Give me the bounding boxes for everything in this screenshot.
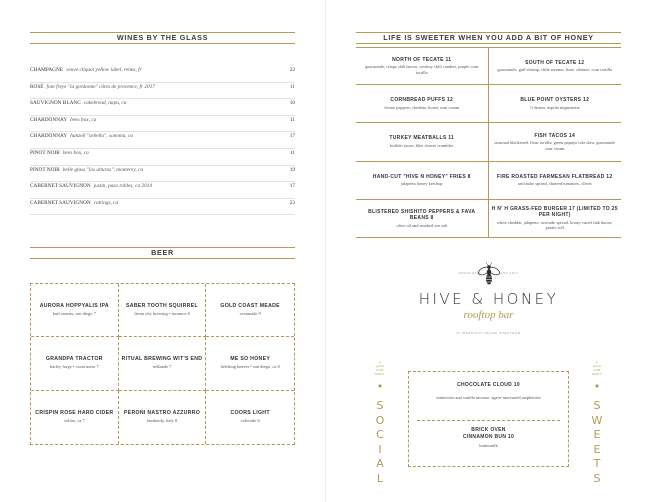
food-item xyxy=(356,162,489,200)
food-name: SOUTH OF TECATE 12 xyxy=(525,59,585,66)
list-item xyxy=(30,99,295,116)
beer-desc: colorado 6 xyxy=(240,418,260,424)
food-desc: olive oil and smoked sea salt xyxy=(396,222,448,228)
beer-item xyxy=(206,337,294,390)
bee-icon xyxy=(477,262,501,288)
wine-name: CHAMPAGNE xyxy=(30,67,64,73)
beer-header xyxy=(30,246,295,260)
wine-desc: justin, paso robles, ca 2014 xyxy=(93,183,153,190)
social-letters xyxy=(372,399,388,486)
beer-name: CRISPIN ROSE HARD CIDER xyxy=(35,410,114,417)
sweets-box xyxy=(408,371,569,467)
wine-price: 11 xyxy=(289,116,295,123)
beer-item xyxy=(31,337,119,390)
food-desc: fresno peppers, cheddar, honey sour cream xyxy=(384,104,460,110)
header-rule xyxy=(30,258,295,259)
food-name: H N' H GRASS-FED BURGER 17 (LIMITED TO 25 PER NIGHT) xyxy=(491,205,618,219)
beer-desc: barley forge • costa mesa 7 xyxy=(50,364,99,370)
food-item xyxy=(489,47,622,85)
food-name: HAND-CUT "HIVE N HONEY" FRIES 8 xyxy=(372,173,471,180)
list-item xyxy=(30,182,295,199)
header-rule xyxy=(356,43,621,44)
wine-name: ROSÉ xyxy=(30,83,44,90)
logo-since: SINCE 2017 xyxy=(458,271,482,275)
social-letter: L xyxy=(376,471,384,485)
wine-price: 11 xyxy=(289,83,295,90)
social-letter: A xyxy=(376,457,384,470)
food-name: FISH TACOS 14 xyxy=(534,132,576,139)
wine-name: CABERNET SAUVIGNON xyxy=(30,183,91,190)
wine-list xyxy=(30,66,295,215)
list-item xyxy=(30,83,295,100)
sweets-letter: E xyxy=(593,428,601,441)
beer-desc: lombardy, italy 8 xyxy=(146,418,178,424)
list-item xyxy=(30,199,295,216)
wine-price: 19 xyxy=(289,166,295,173)
wine-price: 17 xyxy=(289,133,295,140)
beer-item xyxy=(119,391,207,444)
beer-desc: oceanside 9 xyxy=(239,311,261,317)
right-menu-page xyxy=(325,0,650,502)
beer-item xyxy=(206,284,294,337)
list-item xyxy=(30,132,295,149)
food-item xyxy=(489,200,622,238)
food-desc: seasonal blackened, flour tortilla, green papaya cole slaw, guacamole sour cream xyxy=(494,140,616,151)
food-item xyxy=(356,85,489,123)
wine-desc: belle glass "las alturas", monterey, ca xyxy=(62,166,144,173)
food-name: BLISTERED SHISHITO PEPPERS & FAVA BEANS 8 xyxy=(368,208,476,222)
food-name: NORTH OF TECATE 11 xyxy=(392,56,452,63)
food-grid xyxy=(356,47,621,238)
logo-year: EST 2017 xyxy=(500,271,519,275)
beer-name: AURORA HOPPYALIS IPA xyxy=(39,303,109,310)
beer-item xyxy=(119,284,207,337)
beer-name: COORS LIGHT xyxy=(230,410,270,417)
beer-desc: redlands 7 xyxy=(152,364,172,370)
food-desc: white cheddar, jalapeno, avocado spread, honey cured slab bacon, potato roll xyxy=(496,219,613,231)
food-name: CORNBREAD PUFFS 12 xyxy=(390,97,454,104)
wine-desc: hanzell "sebella", sonoma, ca xyxy=(70,133,134,140)
wine-desc: bees box, ca xyxy=(62,149,89,156)
wine-price: 17 xyxy=(289,183,295,190)
sweet-item xyxy=(409,382,568,400)
social-letter: C xyxy=(376,428,384,441)
beer-item xyxy=(119,337,207,390)
beer-item xyxy=(31,391,119,444)
wine-name: PINOT NOIR xyxy=(30,149,60,156)
wine-name: PINOT NOIR xyxy=(30,166,60,173)
sweets-side-label xyxy=(589,360,605,486)
food-item xyxy=(489,162,622,200)
logo-script: rooftop bar xyxy=(463,309,514,321)
beer-grid xyxy=(30,283,295,445)
list-item xyxy=(30,166,295,183)
food-item xyxy=(356,47,489,85)
sweets-letter: T xyxy=(593,457,601,470)
beer-title: BEER xyxy=(145,249,180,257)
beer-item xyxy=(206,391,294,444)
sweet-name: BRICK OVEN CINNAMON BUN 10 xyxy=(462,427,515,440)
social-letter: I xyxy=(378,442,382,456)
food-item xyxy=(356,200,489,238)
food-item xyxy=(356,123,489,161)
list-item xyxy=(30,149,295,166)
wine-desc: cakebread, napa, ca xyxy=(83,100,127,107)
food-name: BLUE POINT OYSTERS 12 xyxy=(520,97,590,104)
beer-desc: fiesta city brewing • torrance 8 xyxy=(134,311,190,317)
sweets-divider xyxy=(417,420,560,421)
header-rule xyxy=(30,43,295,44)
list-item xyxy=(30,116,295,133)
wine-name: CHARDONNAY xyxy=(30,133,68,140)
wine-price: 11 xyxy=(289,149,295,156)
wine-desc: cuttings, ca xyxy=(93,199,119,206)
wine-price: 23 xyxy=(289,199,295,206)
logo-tagline: AT MARRIOTT IRVINE SPECTRUM xyxy=(456,331,521,335)
hive-and-honey-logo xyxy=(406,262,571,344)
sweets-letter: S xyxy=(593,471,601,485)
food-item xyxy=(489,123,622,161)
beer-desc: karl strauss, san diego 7 xyxy=(52,311,96,317)
food-desc: guacamole, crispy slab bacon, cowboy chili candies, purple corn tortilla xyxy=(365,64,479,75)
social-side-label xyxy=(372,360,388,486)
beer-name: RITUAL BREWING WIT'S END xyxy=(121,356,203,363)
list-item xyxy=(30,66,295,83)
wine-name: CABERNET SAUVIGNON xyxy=(30,199,91,206)
beer-name: GOLD COAST MEADE xyxy=(220,303,280,310)
bee-emblem xyxy=(459,262,519,288)
beer-desc: colfax, ca 7 xyxy=(63,418,85,424)
food-desc: jalapeño honey ketchup xyxy=(400,181,443,187)
beer-desc: belching beaver • san diego, ca 8 xyxy=(220,364,280,370)
food-desc: artichoke spread, charred tomatoes, olives xyxy=(517,181,592,187)
social-letter: S xyxy=(376,399,384,412)
beer-name: PERONI NASTRO AZZURRO xyxy=(123,410,201,417)
food-name: FIRE ROASTED FARMESAN FLATBREAD 12 xyxy=(497,173,613,180)
wine-price: 10 xyxy=(289,100,295,107)
sweets-letters xyxy=(589,399,605,486)
logo-title: HIVE & HONEY xyxy=(418,290,559,308)
sweets-letter: W xyxy=(591,413,603,427)
sweet-desc: buttermilk xyxy=(479,443,498,448)
social-top-text: a great FOR MANY xyxy=(375,360,385,376)
wine-name: SAUVIGNON BLANC xyxy=(30,100,81,107)
sweets-letter: E xyxy=(593,442,601,456)
beer-name: ME SO HONEY xyxy=(230,356,271,363)
social-letter: O xyxy=(375,413,385,427)
diamond-icon xyxy=(378,384,382,388)
food-item xyxy=(489,85,622,123)
sweet-item xyxy=(409,427,568,449)
diamond-icon xyxy=(595,384,599,388)
sweets-top-text: a great FOR MANY xyxy=(592,360,602,376)
sweets-letter: S xyxy=(593,399,601,412)
beer-item xyxy=(31,284,119,337)
wine-desc: font freye "la gordonne" côtes de provence, fr 2017 xyxy=(46,83,155,90)
sweet-name: CHOCOLATE CLOUD 10 xyxy=(457,382,520,388)
food-desc: guacamole, gulf shrimp, chile serrano, lime, cilantro, corn tortilla xyxy=(497,67,613,73)
beer-name: GRANDPA TRACTOR xyxy=(45,356,103,363)
wine-name: CHARDONNAY xyxy=(30,116,68,123)
wine-desc: veuve cliquot yellow label, reims, fr xyxy=(66,67,142,73)
food-desc: buffalo sauce, blue cheese crumbles xyxy=(390,142,454,148)
wines-title: WINES BY THE GLASS xyxy=(111,34,214,42)
food-header xyxy=(356,31,621,45)
food-title: LIFE IS SWEETER WHEN YOU ADD A BIT OF HONEY xyxy=(377,34,599,42)
beer-name: SABER TOOTH SQUIRREL xyxy=(126,303,198,310)
sweet-desc: semisweet and vanilla mousse, agave macerated raspberries xyxy=(436,394,541,400)
wines-header xyxy=(30,31,295,45)
wine-desc: bees box, ca xyxy=(70,116,97,123)
food-desc: ½ dozen, tequila mignonette xyxy=(529,104,580,110)
wine-price: 22 xyxy=(289,67,295,73)
food-name: TURKEY MEATBALLS 11 xyxy=(389,135,455,142)
